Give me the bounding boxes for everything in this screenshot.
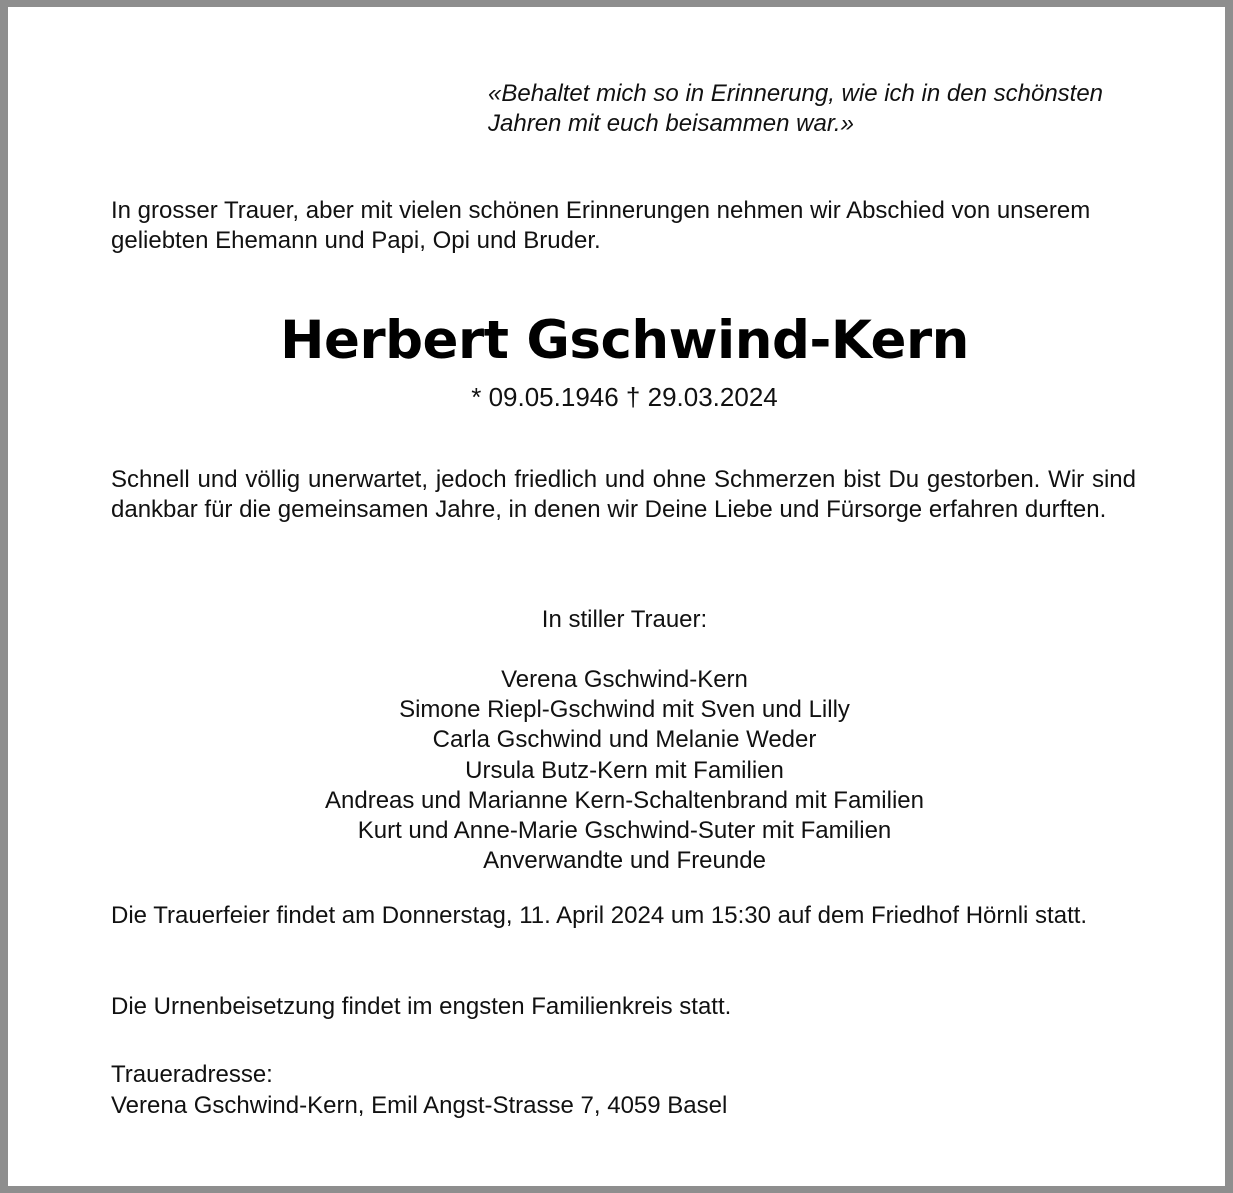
farewell-text: Schnell und völlig unerwartet, jedoch friedlich und ohne Schmerzen bist Du gestorben. Wir sind dankbar für die gemeinsamen Jahre, in denen wir Deine Liebe und Fürsorge erfahren durften. [111, 466, 1136, 523]
mourner-item: Simone Riepl-Gschwind mit Sven und Lilly [399, 696, 850, 724]
mourners-list [16, 665, 1233, 876]
mourner-item: Verena Gschwind-Kern [501, 666, 748, 693]
intro-text: In grosser Trauer, aber mit vielen schönen Erinnerungen nehmen wir Abschied von unserem geliebten Ehemann und Papi, Opi und Bruder. [111, 197, 1091, 254]
deceased-name: Herbert Gschwind-Kern [280, 310, 969, 371]
epigraph-quote [488, 79, 1168, 139]
mourner-item: Ursula Butz-Kern mit Familien [465, 756, 784, 784]
mourner-item: Kurt und Anne-Marie Gschwind-Suter mit Familien [357, 816, 892, 844]
ceremony-info: Die Trauerfeier findet am Donnerstag, 11. April 2024 um 15:30 auf dem Friedhof Hörnli statt. [111, 902, 1088, 929]
quote-line: Jahren mit euch beisammen war.» [488, 110, 854, 137]
mourning-address: Verena Gschwind-Kern, Emil Angst-Strasse 7, 4059 Basel [111, 1092, 728, 1119]
mourner-item: Andreas und Marianne Kern-Schaltenbrand mit Familien [325, 786, 924, 814]
quote-line: «Behaltet mich so in Erinnerung, wie ich in den schönsten [488, 80, 1104, 107]
mourner-item: Anverwandte und Freunde [483, 847, 766, 875]
address-label: Traueradresse: [111, 1061, 273, 1088]
life-dates: * 09.05.1946 † 29.03.2024 [471, 382, 778, 412]
urn-burial-info: Die Urnenbeisetzung findet im engsten Familienkreis statt. [111, 993, 732, 1020]
mourner-item: Carla Gschwind und Melanie Weder [432, 726, 817, 754]
mourning-heading: In stiller Trauer: [541, 606, 708, 633]
